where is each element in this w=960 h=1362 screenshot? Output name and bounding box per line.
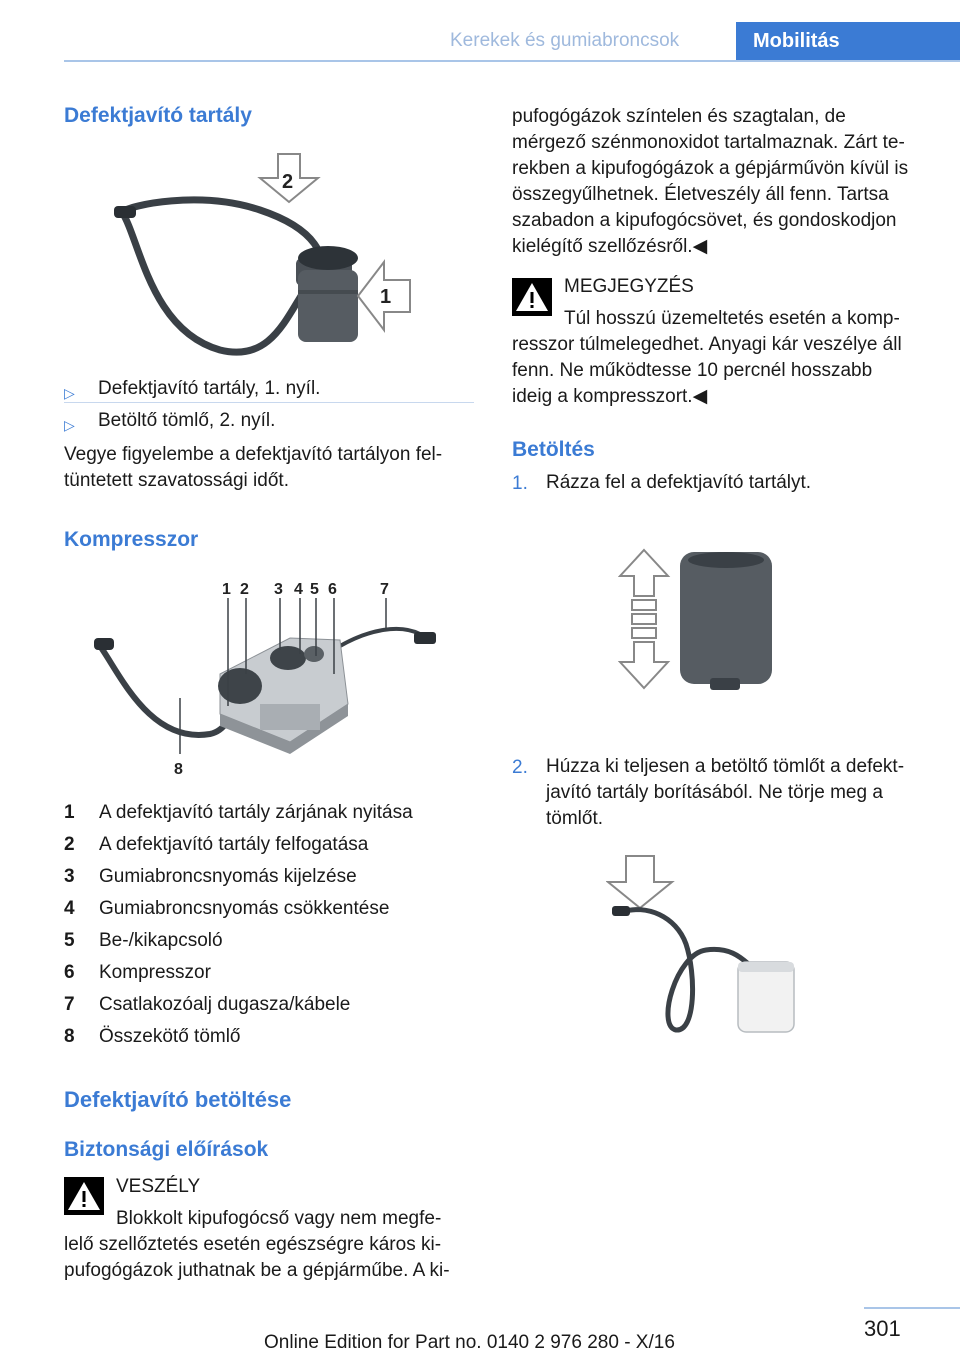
warning-icon <box>512 278 552 316</box>
note-line: ideig a kompresszort.◀ <box>512 386 708 407</box>
legend-text: Gumiabroncsnyomás kijelzése <box>99 866 357 887</box>
filler-hose-shape <box>122 200 321 270</box>
figure-pull-hose <box>606 854 806 1038</box>
legend-text: A defektjavító tartály zárjának nyitása <box>99 802 413 823</box>
legend-number: 7 <box>64 994 75 1015</box>
header-section-title: Kerekek és gumiabroncsok <box>450 30 680 51</box>
legend-number: 2 <box>64 834 75 855</box>
hose-end-shape <box>114 206 136 218</box>
step-text: Rázza fel a defektjavító tartályt. <box>546 472 812 493</box>
danger-continued-line: szabadon a kipufogócsövet, és gondoskodjon <box>512 210 897 231</box>
legend-number: 6 <box>64 962 75 983</box>
arrow-down-icon <box>608 856 672 908</box>
legend-number: 8 <box>64 1026 75 1047</box>
danger-continued-line: rekben a kipufogógázok a gépjárművön kívül is <box>512 158 909 179</box>
container-body-shape <box>298 270 358 342</box>
danger-continued-line: mérgező szénmonoxidot tartalmaznak. Zárt te‐ <box>512 132 905 153</box>
heading-filling: Betöltés <box>512 438 595 461</box>
footer-edition: Online Edition for Part no. 0140 2 976 280 - X/16 <box>264 1332 675 1353</box>
header-chapter-tab[interactable] <box>736 22 960 62</box>
arrow-down-icon <box>620 642 668 688</box>
figure-label-1: 1 <box>222 581 231 598</box>
heading-filling-sealant: Defektjavító betöltése <box>64 1087 292 1112</box>
figure-label-4: 4 <box>294 581 303 598</box>
figure-label-7: 7 <box>380 581 389 598</box>
filler-hose-shape <box>622 910 756 1030</box>
warning-icon <box>64 1177 104 1215</box>
danger-continued-line: pufogógázok színtelen és szagtalan, de <box>512 106 846 127</box>
legend-number: 3 <box>64 866 75 887</box>
danger-line: Blokkolt kipufogócső vagy nem megfe‐ <box>116 1208 442 1229</box>
legend-text: Gumiabroncsnyomás csökkentése <box>99 898 390 919</box>
step-text: tömlőt. <box>546 808 604 829</box>
legend-number: 5 <box>64 930 75 951</box>
figure-label-3: 3 <box>274 581 283 598</box>
step-number: 1. <box>512 473 528 494</box>
legend-text: Csatlakozóalj dugasza/kábele <box>99 994 351 1015</box>
figure-label-2: 2 <box>282 171 294 193</box>
danger-title: VESZÉLY <box>116 1176 201 1197</box>
danger-continued-line: kielégítő szellőzésről.◀ <box>512 236 708 257</box>
container-body-shape <box>680 552 772 684</box>
paragraph-line: Vegye figyelembe a defektjavító tartályon fel‐ <box>64 444 443 465</box>
footer-rule <box>864 1307 960 1309</box>
header-rule <box>64 60 960 62</box>
step-text: javító tartály borításából. Ne törje meg a <box>546 782 883 803</box>
page-number: 301 <box>864 1316 901 1341</box>
danger-line: lelő szellőztetés esetén egészségre káros ki‐ <box>64 1234 442 1255</box>
step-text: Húzza ki teljesen a betöltő tömlőt a defekt‐ <box>546 756 905 777</box>
container-body-shape <box>738 962 794 1032</box>
figure-label-8: 8 <box>174 761 183 778</box>
note-line: Túl hosszú üzemeltetés esetén a komp‐ <box>564 308 900 329</box>
figure-label-5: 5 <box>310 581 319 598</box>
figure-label-2: 2 <box>240 581 249 598</box>
legend-number: 4 <box>64 898 75 919</box>
heading-safety-notes: Biztonsági előírások <box>64 1138 269 1161</box>
arrow-up-icon <box>620 550 668 596</box>
figure-label-6: 6 <box>328 581 337 598</box>
figure-compressor <box>90 574 450 784</box>
heading-compressor: Kompresszor <box>64 528 199 551</box>
figure-sealant-container <box>110 150 420 360</box>
danger-continued-line: összegyűlhetnek. Életveszély áll fenn. Tartsa <box>512 184 889 205</box>
bullet-divider <box>64 402 474 403</box>
legend-text: A defektjavító tartály felfogatása <box>99 834 369 855</box>
danger-line: pufogógázok juthatnak be a gépjárműbe. A ki‐ <box>64 1260 450 1281</box>
header-chapter-label: Mobilitás <box>753 30 840 52</box>
paragraph-line: tüntetett szavatossági időt. <box>64 470 289 491</box>
figure-label-1: 1 <box>380 286 392 308</box>
legend-text: Kompresszor <box>99 962 211 983</box>
legend-text: Összekötő tömlő <box>99 1026 241 1047</box>
figure-shake-container <box>618 548 778 696</box>
bullet-triangle-icon: ▷ <box>64 385 75 401</box>
note-line: resszor túlmelegedhet. Anyagi kár veszélye áll <box>512 334 902 355</box>
bullet-triangle-icon: ▷ <box>64 417 75 433</box>
note-line: fenn. Ne működtesse 10 percnél hosszabb <box>512 360 873 381</box>
power-cable-shape <box>340 629 420 646</box>
note-title: MEGJEGYZÉS <box>564 276 694 297</box>
legend-text: Be-/kikapcsoló <box>99 930 223 951</box>
heading-sealant-container: Defektjavító tartály <box>64 104 252 127</box>
step-number: 2. <box>512 757 528 778</box>
legend-number: 1 <box>64 802 75 823</box>
